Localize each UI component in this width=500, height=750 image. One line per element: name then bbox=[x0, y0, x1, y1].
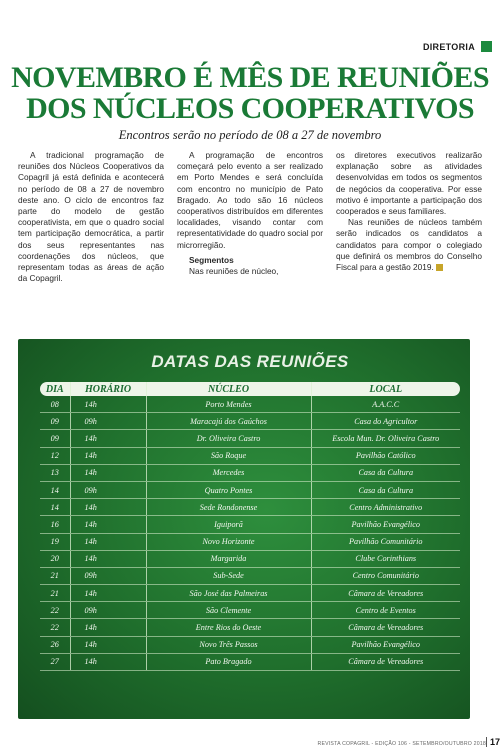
cell-local: Casa do Agricultor bbox=[311, 413, 460, 430]
cell-nucleo: Sede Rondonense bbox=[146, 499, 311, 516]
header-dia: DIA bbox=[40, 382, 70, 396]
subheading: Segmentos bbox=[189, 254, 234, 265]
cell-local: Pavilhão Comunitário bbox=[311, 533, 460, 550]
cell-horario: 14h bbox=[70, 550, 146, 567]
cell-dia: 19 bbox=[40, 533, 70, 550]
article-column-1 bbox=[18, 150, 164, 328]
table-row bbox=[40, 499, 460, 516]
schedule-title: DATAS DAS REUNIÕES bbox=[151, 352, 349, 371]
cell-nucleo: Margarida bbox=[146, 550, 311, 567]
cell-dia: 21 bbox=[40, 567, 70, 584]
cell-horario: 09h bbox=[70, 602, 146, 619]
section-label: DIRETORIA bbox=[422, 41, 475, 52]
cell-local: Câmara de Vereadores bbox=[311, 653, 460, 670]
table-header-row bbox=[40, 382, 460, 396]
cell-nucleo: Sub-Sede bbox=[146, 567, 311, 584]
article-body bbox=[18, 150, 482, 328]
table-row bbox=[40, 567, 460, 584]
table-row bbox=[40, 619, 460, 636]
table-row bbox=[40, 413, 460, 430]
schedule-table bbox=[40, 382, 460, 671]
table-row bbox=[40, 464, 460, 481]
paragraph: A tradicional programação de reuniões dos Núcleos Cooperativos da Copagril já está definida e acontecerá no período de 08 a 27 de novembro deste ano. O ciclo de encontros faz parte do modelo de gestão cooperativista, em que o quadro social tem participação democrática, a partir dos seus representantes nas coordenações dos núcleos, que representam todas as áreas de ação da Copagril. bbox=[18, 150, 164, 284]
cell-dia: 13 bbox=[40, 464, 70, 481]
paragraph: A programação de encontros começará pelo evento a ser realizado em Porto Mendes e será concluída com encontro no município de Pato Bragado. Ao todo são 16 núcleos cooperativos distribuídos em diferentes localidades, visando contar com representatividade do quadro social por microrregião. bbox=[177, 150, 323, 250]
cell-horario: 09h bbox=[70, 413, 146, 430]
cell-local: Escola Mun. Dr. Oliveira Castro bbox=[311, 430, 460, 447]
cell-local: Casa da Cultura bbox=[311, 464, 460, 481]
cell-dia: 09 bbox=[40, 413, 70, 430]
cell-dia: 14 bbox=[40, 481, 70, 498]
cell-dia: 26 bbox=[40, 636, 70, 653]
cell-local: Centro de Eventos bbox=[311, 602, 460, 619]
cell-local: Pavilhão Evangélico bbox=[311, 636, 460, 653]
table-row bbox=[40, 585, 460, 602]
cell-horario: 14h bbox=[70, 653, 146, 670]
footer-text: REVISTA COPAGRIL - EDIÇÃO 106 - SETEMBRO/OUTUBRO 2018 bbox=[317, 741, 486, 747]
article-column-3 bbox=[336, 150, 482, 328]
cell-nucleo: Novo Três Passos bbox=[146, 636, 311, 653]
header-horario: HORÁRIO bbox=[70, 382, 146, 396]
table-row bbox=[40, 430, 460, 447]
cell-local: Centro Comunitário bbox=[311, 567, 460, 584]
table-row bbox=[40, 550, 460, 567]
cell-dia: 22 bbox=[40, 619, 70, 636]
cell-horario: 14h bbox=[70, 585, 146, 602]
schedule-table-wrap bbox=[40, 382, 460, 671]
cell-nucleo: São José das Palmeiras bbox=[146, 585, 311, 602]
table-row bbox=[40, 653, 460, 670]
cell-local: Clube Corinthians bbox=[311, 550, 460, 567]
headline-line-2: DOS NÚCLEOS COOPERATIVOS bbox=[26, 92, 474, 125]
header-local: LOCAL bbox=[311, 382, 460, 396]
cell-dia: 21 bbox=[40, 585, 70, 602]
cell-nucleo: Novo Horizonte bbox=[146, 533, 311, 550]
cell-dia: 09 bbox=[40, 430, 70, 447]
cell-horario: 14h bbox=[70, 430, 146, 447]
cell-horario: 14h bbox=[70, 516, 146, 533]
headline bbox=[0, 62, 500, 124]
cell-nucleo: Pato Bragado bbox=[146, 653, 311, 670]
cell-local: Câmara de Vereadores bbox=[311, 585, 460, 602]
cell-nucleo: Maracajú dos Gaúchos bbox=[146, 413, 311, 430]
cell-local: Casa da Cultura bbox=[311, 481, 460, 498]
cell-dia: 22 bbox=[40, 602, 70, 619]
subtitle: Encontros serão no período de 08 a 27 de novembro bbox=[118, 128, 382, 142]
cell-horario: 09h bbox=[70, 567, 146, 584]
cell-nucleo: Quatro Pontes bbox=[146, 481, 311, 498]
cell-dia: 16 bbox=[40, 516, 70, 533]
table-row bbox=[40, 602, 460, 619]
cell-nucleo: São Clemente bbox=[146, 602, 311, 619]
cell-horario: 14h bbox=[70, 447, 146, 464]
header-nucleo: NÚCLEO bbox=[146, 382, 311, 396]
cell-horario: 14h bbox=[70, 464, 146, 481]
cell-local: Pavilhão Católico bbox=[311, 447, 460, 464]
cell-nucleo: Entre Rios do Oeste bbox=[146, 619, 311, 636]
table-row bbox=[40, 481, 460, 498]
end-mark-icon bbox=[436, 264, 443, 271]
paragraph bbox=[336, 217, 482, 273]
cell-local: Centro Administrativo bbox=[311, 499, 460, 516]
cell-horario: 14h bbox=[70, 636, 146, 653]
cell-nucleo: Dr. Oliveira Castro bbox=[146, 430, 311, 447]
paragraph: Nas reuniões de núcleo, bbox=[189, 266, 279, 277]
table-row bbox=[40, 636, 460, 653]
cell-nucleo: Porto Mendes bbox=[146, 396, 311, 413]
cell-horario: 14h bbox=[70, 396, 146, 413]
cell-dia: 20 bbox=[40, 550, 70, 567]
cell-dia: 08 bbox=[40, 396, 70, 413]
table-row bbox=[40, 447, 460, 464]
cell-dia: 27 bbox=[40, 653, 70, 670]
cell-horario: 09h bbox=[70, 481, 146, 498]
cell-local: Câmara de Vereadores bbox=[311, 619, 460, 636]
table-row bbox=[40, 396, 460, 413]
cell-horario: 14h bbox=[70, 533, 146, 550]
article-column-2 bbox=[177, 150, 323, 328]
table-row bbox=[40, 533, 460, 550]
cell-dia: 12 bbox=[40, 447, 70, 464]
cell-dia: 14 bbox=[40, 499, 70, 516]
cell-horario: 14h bbox=[70, 619, 146, 636]
page-number: 17 bbox=[486, 737, 500, 747]
paragraph-text: Nas reuniões de núcleos também serão indicados os candidatos a candidatos para compor o colegiado que definirá os membros do Conselho Fiscal para a gestão 2019. bbox=[336, 217, 482, 273]
cell-nucleo: São Roque bbox=[146, 447, 311, 464]
cell-nucleo: Iguiporã bbox=[146, 516, 311, 533]
cell-horario: 14h bbox=[70, 499, 146, 516]
section-tag bbox=[423, 41, 492, 52]
headline-line-1: NOVEMBRO É MÊS DE REUNIÕES bbox=[11, 61, 489, 94]
schedule-body bbox=[40, 396, 460, 671]
table-row bbox=[40, 516, 460, 533]
section-square-icon bbox=[481, 41, 492, 52]
cell-local: A.A.C.C bbox=[311, 396, 460, 413]
paragraph: os diretores executivos realizarão explanação sobre as atividades desenvolvidas em todos os segmentos de negócios da cooperativa. Por esse motivo é importante a participação dos cooperados e seus familiares. bbox=[336, 150, 482, 217]
cell-local: Pavilhão Evangélico bbox=[311, 516, 460, 533]
cell-nucleo: Mercedes bbox=[146, 464, 311, 481]
